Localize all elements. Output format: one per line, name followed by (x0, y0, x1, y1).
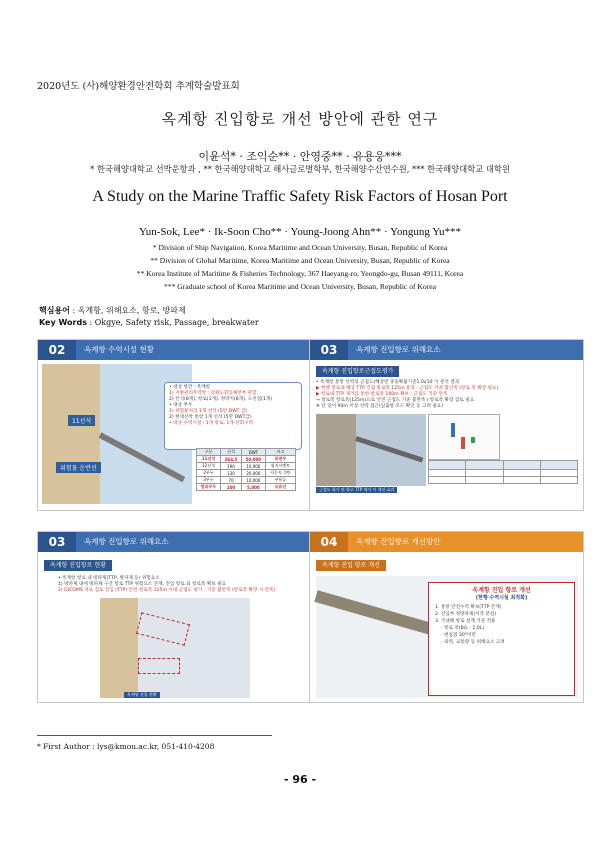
affiliations-korean: * 한국해양대학교 선박운항과 , ** 한국해양대학교 해사글로벌학부, 한국해양수산연수원, *** 한국해양대학교 대학원 (90, 164, 510, 174)
list-item: - 외력, 교통량 등 위해요소 고려 (441, 640, 505, 645)
bullet-line: • 옥계항 통항 선박의 근접도(해상면 충돌확률기준1.0x10⁻³) 분석 결과 (316, 380, 460, 385)
keywords-ko-label: 핵심용어 (39, 306, 70, 315)
improvement-subheading: (현행 수역시설 최적화) (475, 595, 528, 601)
bar (471, 437, 475, 443)
land-area (100, 598, 138, 698)
table-cell: 264.5 (221, 456, 242, 463)
bullet-line: • 대상 항만 : 옥계항 (169, 385, 211, 390)
facility-summary-box (164, 382, 302, 450)
land-area (316, 414, 356, 486)
slide-number: 03 (38, 532, 76, 552)
table-cell: 월지시멘트 (265, 463, 295, 470)
bullet-line: 2) 현대선박 통항 1개 선석 (5만 DWT급) (169, 415, 252, 420)
affiliation-en-4: *** Graduate school of Korea Maritime and Ocean University, Busan, Republic of Korea (164, 282, 436, 291)
conference-header: 2020년도 (사)해양환경안전학회 추계학술발표회 (37, 81, 240, 92)
slide-title: 옥계항 진입항로 위해요소 (356, 345, 441, 354)
table-cell: 50,000 (241, 456, 265, 463)
table-cell: 유류선 (265, 484, 295, 491)
list-item: - 변침점 30°미만 (441, 633, 476, 638)
keywords-ko-value: : 옥계항, 위해요소, 항로, 방파제 (69, 306, 186, 315)
slide-title: 옥계항 진입항로 개선방안 (356, 537, 441, 546)
bullet-line: ※ 단 길이 90m 이상 선박 접근(입출항 모드 확인 등 고려 필요) (316, 404, 444, 409)
table-cell: 합류부두 (197, 484, 221, 491)
bullet-line: • 대상 부두 (169, 403, 193, 408)
slide-berth-facilities (38, 340, 311, 510)
table-cell: 저동지 석탄 (265, 470, 295, 477)
affiliation-en-2: ** Division of Global Maritime, Korea Maritime and Ocean University, Busan, Republic of Korea (150, 256, 450, 265)
slide-header-bar (310, 532, 583, 552)
keywords-english (39, 318, 259, 327)
bullet-line: 1) 위험물처리 1개 선석 (5만 DWT 급) (169, 409, 248, 414)
table-cell: 5,000 (241, 484, 265, 491)
bullet-line: 2) 선석(8개), 항로(1개), 정박지(8개), 도선점(1개) (169, 397, 273, 402)
slide-number: 03 (310, 340, 348, 360)
table-cell: 20,000 (241, 470, 265, 477)
affiliation-en-3: ** Korea Institute of Maritime & Fisheries Technology, 367 Haeyang-ro, Yeongdo-gu, Busan 49111, Korea (136, 269, 464, 278)
table-cell: 비고 (265, 449, 295, 456)
keywords-en-value: : Okgye, Safety risk, Passage, breakwater (86, 318, 259, 327)
slide-subtitle: 옥계항 진입항로 현황 (44, 560, 112, 571)
slide-title: 옥계항 진입항로 위해요소 (84, 537, 169, 546)
list-item: 1. 통항 안전수역 확보(TTP 존재) (435, 605, 502, 610)
slide-subtitle: 옥계항 진입항로근접도평가 (316, 366, 399, 377)
slide-header-bar (38, 532, 311, 552)
keywords-en-label: Key Words (39, 318, 87, 327)
berth-label: 11선석 (68, 415, 95, 426)
bullet-line: → 항로폭 항로폭(125m)으로 안전 근접도 기준 불만족 / 항로폭 확장 검토 필요 (316, 398, 475, 403)
channel-bullets (58, 576, 308, 594)
authors-english: Yun-Sok, Lee* · Ik-Soon Cho** · Young-Joong Ahn** · Yongung Yu*** (139, 226, 461, 238)
hazard-ship-label: 위험물 운반선 (56, 462, 101, 473)
table-cell: 190 (221, 463, 242, 470)
table-cell: 200 (221, 484, 242, 491)
authors-korean: 이윤석* · 조익순** · 안영중** · 유용웅*** (198, 150, 402, 163)
slide-improvement (310, 532, 583, 702)
keywords-korean (39, 305, 186, 316)
table-cell: 선석 (221, 449, 242, 456)
table-cell: 구분 (197, 449, 221, 456)
bullet-line: 2) GICOMS 자료 검토 진입 (TTP) 안전 항로폭 125m 이내 근접도 평가 : 기준 불만족 (항로폭 확장 시 만족) (58, 588, 276, 593)
berth-table (196, 448, 296, 491)
improvement-box (428, 582, 575, 696)
table-cell: 11선석 (197, 456, 221, 463)
bullet-line: ▶ 현행 항로내 해상 TTP 인접 항로폭 125m 통과 : 근접도 기준 불안족 (항로 폭 확장 필요) (316, 386, 499, 391)
table-cell: 130 (221, 470, 242, 477)
list-item: 3. 국내해 항로 설계 기준 적용 (435, 619, 496, 624)
title-korean: 옥계항 진입항로 개선 방안에 관한 연구 (161, 110, 439, 128)
bullet-line: • 옥계항 항로 내 방파제(TTP, 방파제 등) 위험요소 (58, 576, 160, 581)
list-item: - 항로 폭(B/L - 1.0L) (441, 626, 485, 631)
slide-title: 옥계항 수역시설 현황 (84, 345, 154, 354)
improvement-heading: 옥계항 진입 항로 개선 (472, 587, 531, 594)
slide-subtitle: 옥계항 진입 항로 개선 (316, 560, 386, 571)
hazard-zone (138, 658, 180, 674)
footnote: * First Author : lys@kmou.ac.kr, 051-410-4208 (37, 742, 215, 751)
table-cell: 10,000 (241, 477, 265, 484)
bullet-line: • 대상 수역시설 : 1개 항로, 1개 선회구역 (169, 421, 253, 426)
risk-table (428, 460, 578, 484)
map-caption: 옥계항 진입 현황 (124, 692, 160, 698)
table-cell: 표면부 (265, 456, 295, 463)
table-cell: 2부두 (197, 470, 221, 477)
bullet-line: 1) 방파제 내에 방파제 구간 항로 TTP 위험요소 존재, 진입 항로 외 항로폭 확보 필요 (58, 582, 227, 587)
slide-number: 04 (310, 532, 348, 552)
table-cell: DWT (241, 449, 265, 456)
slide-risk-proximity (310, 340, 583, 510)
bar (461, 437, 465, 449)
slide-header-bar (38, 340, 311, 360)
bar (451, 423, 455, 437)
map-caption: 근접도 평가 및 항로 TTP 제거 시 개선 효과 (316, 487, 397, 493)
proximity-bullets (316, 380, 578, 410)
land-area (42, 364, 100, 504)
improvement-list (429, 601, 574, 649)
risk-bar-chart (428, 414, 500, 460)
table-cell: 70 (221, 477, 242, 484)
slide-risk-channel (38, 532, 311, 702)
slide-number: 02 (38, 340, 76, 360)
page-number: - 96 - (283, 773, 317, 786)
bullet-line: ▶ 항로내 TTP 제거를 통한 항로폭 160m 확보 : 근접도 기준 만족 (316, 392, 448, 397)
slide-header-bar (310, 340, 583, 360)
bullet-line: 1) 지방관리무역항 : 강원도환동해본부 관할 (169, 391, 257, 396)
table-cell: 12선석 (197, 463, 221, 470)
table-cell: 부용류 (265, 477, 295, 484)
table-cell: 3부두 (197, 477, 221, 484)
footnote-divider (37, 735, 272, 736)
list-item: 2. 진입부 정방파제(서측 분점) (435, 612, 497, 617)
title-english: A Study on the Marine Traffic Safety Risk Factors of Hosan Port (92, 188, 508, 205)
table-cell: 10,000 (241, 463, 265, 470)
affiliation-en-1: * Division of Ship Navigation, Korea Maritime and Ocean University, Busan, Republic of Korea (152, 243, 448, 252)
